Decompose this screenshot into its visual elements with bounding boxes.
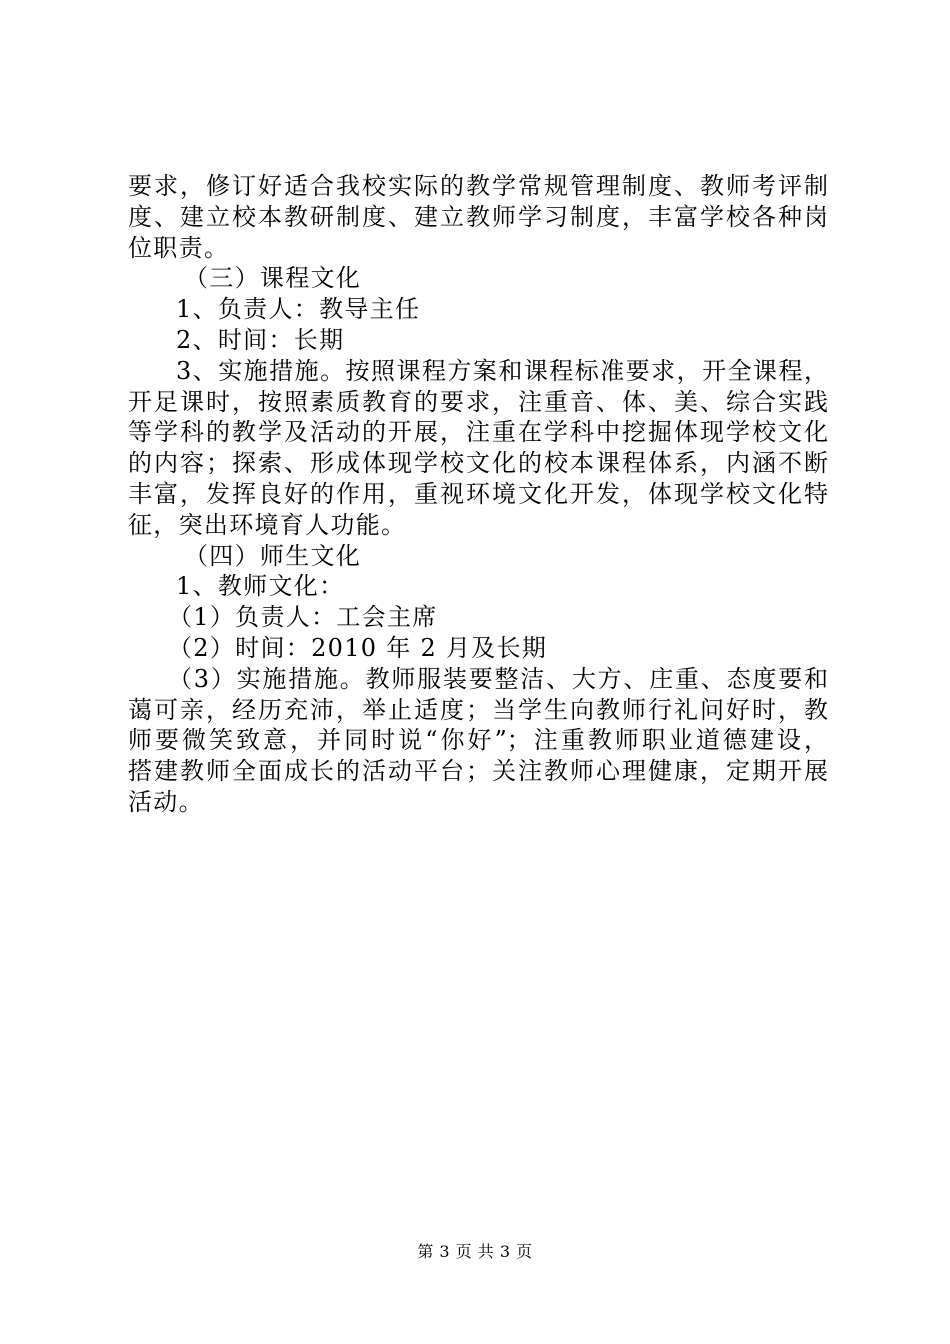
text-line: （3）实施措施。教师服装要整洁、大方、庄重、态度要和: [168, 664, 828, 693]
text-line: 师要微笑致意，并同时说“你好”；注重教师职业道德建设，: [128, 726, 828, 755]
document-body: [128, 171, 828, 818]
text-line: 等学科的教学及活动的开展，注重在学科中挖掘体现学校文化: [128, 418, 828, 447]
page-number-footer: 第 3 页 共 3 页: [417, 1242, 533, 1261]
text-line: 3、实施措施。按照课程方案和课程标准要求，开全课程，: [176, 356, 828, 385]
text-line: 搭建教师全面成长的活动平台；关注教师心理健康，定期开展: [128, 757, 828, 786]
text-line: （1）负责人：工会主席: [168, 603, 438, 632]
text-line: （2）时间：2010 年 2 月及长期: [168, 633, 548, 662]
section-heading-teacher-student: （四）师生文化: [184, 541, 362, 570]
text-line: 开足课时，按照素质教育的要求，注重音、体、美、综合实践: [128, 387, 828, 416]
text-line: 度、建立校本教研制度、建立教师学习制度，丰富学校各种岗: [128, 202, 828, 231]
text-line: 要求，修订好适合我校实际的教学常规管理制度、教师考评制: [128, 172, 828, 200]
text-line: 活动。: [128, 787, 204, 816]
text-line: 丰富，发挥良好的作用，重视环境文化开发，体现学校文化特: [128, 479, 828, 508]
text-line: 1、教师文化：: [176, 572, 345, 601]
text-line: 蔼可亲，经历充沛，举止适度；当学生向教师行礼问好时，教: [128, 695, 828, 724]
text-line: 位职责。: [128, 233, 230, 262]
text-line: 2、时间：长期: [176, 325, 345, 354]
text-line: 1、负责人：教导主任: [176, 295, 421, 324]
section-heading-curriculum: （三）课程文化: [184, 264, 362, 293]
text-line: 征，突出环境育人功能。: [128, 510, 407, 539]
text-line: 的内容；探索、形成体现学校文化的校本课程体系，内涵不断: [128, 449, 828, 478]
